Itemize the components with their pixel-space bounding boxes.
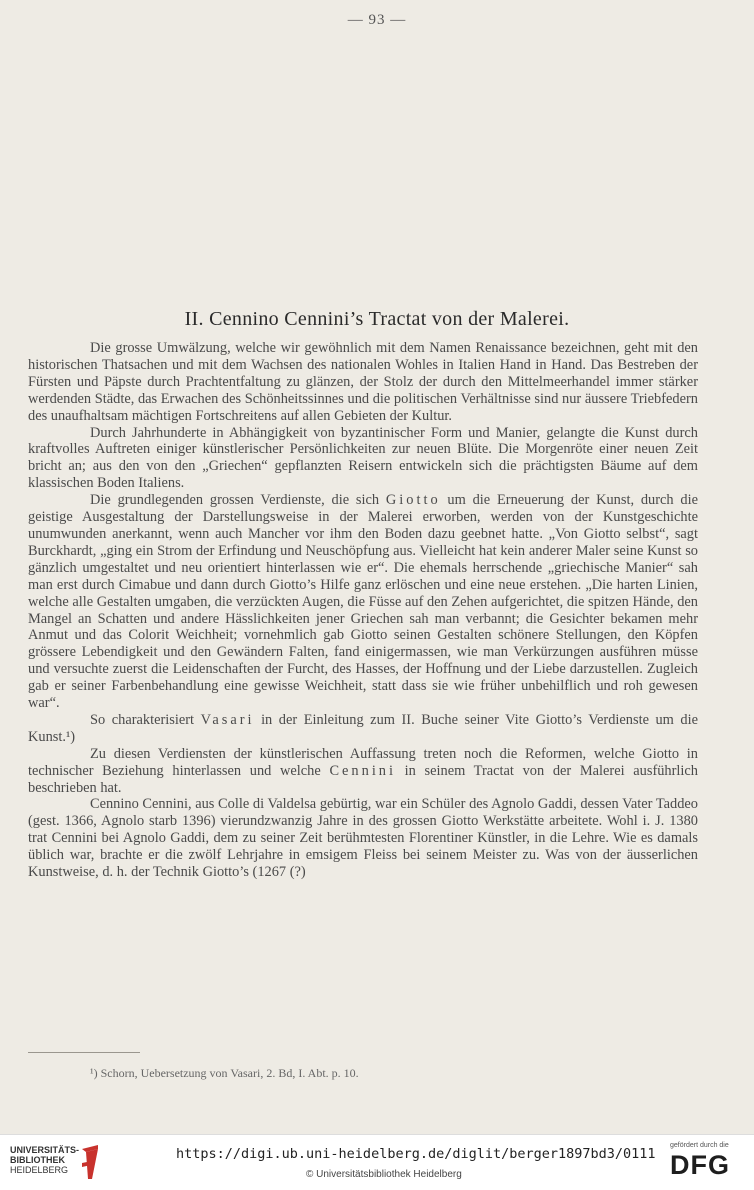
footnote: ¹) Schorn, Uebersetzung von Vasari, 2. Bd, I. Abt. p. 10. [90, 1066, 359, 1080]
text-run: Die grosse Umwälzung, welche wir gewöhnlich mit dem Namen Renaissance bezeichnen, geht mit den historischen Thatsachen und mit dem Wachsen des nationalen Wohles in Italien Hand in Hand. Das Bestreben der Fürsten und Päpste durch Prachtentfaltung zu glänzen, der Stolz der durch den Mittelmeerhandel immer stärker werdenden Städte, das Erwachen des Schönheitssinnes und die politischen Verhältnisse sind nur äussere Triebfedern des unaufhaltsam mächtigen Fortschreitens auf allen Gebieten der Kultur. [28, 340, 698, 424]
spaced-name: Cennini [329, 762, 397, 779]
footnote-divider [28, 1052, 140, 1053]
copyright-notice: © Universitätsbibliothek Heidelberg [306, 1169, 462, 1180]
body-paragraph [28, 746, 698, 797]
library-name-line1: UNIVERSITÄTS- [10, 1145, 80, 1155]
funding-label: gefördert durch die [670, 1142, 729, 1149]
text-run: in seinem Tractat von der Malerei ausführlich beschrieben hat. [28, 762, 699, 796]
library-name-line2: BIBLIOTHEK [10, 1155, 65, 1165]
text-run: Durch Jahrhunderte in Abhängigkeit von byzantinischer Form und Manier, gelangte die Kunst durch kraftvolles Auftreten einiger künstlerischer Persönlichkeiten zur neuen Blüte. Die Morgenröte einer neuen Zeit bricht an; aus den von den „Griechen“ gepflanzten Reisern entwickeln sich die prächtigsten Bäume auf dem klassischen Boden Italiens. [28, 424, 698, 492]
text-run: Die grundlegenden grossen Verdienste, die sich [90, 492, 386, 509]
page-number: — 93 — [347, 12, 407, 28]
chapter-heading: II. Cennino Cennini’s Tractat von der Malerei. [184, 308, 570, 330]
text-run: um die Erneuerung der Kunst, durch die geistige Ausgestaltung der Darstellungsweise in der Malerei erworben, werden von der Kunstgeschichte unumwunden anerkannt, wenn auch Mancher vor ihm den Boden dazu geebnet hatte. „Von Giotto selbst“, sagt Burckhardt, „ging ein Strom der Erfindung und Neuschöpfung aus. Vielleicht hat kein anderer Maler seine Kunst so gänzlich umgestaltet und neu orientiert hinterlassen wie er“. Die ehemals herrschende „griechische Manier“ sah man erst durch Cimabue und dann durch Giotto’s Hilfe ganz erlöschen und eine neue erstehen. „Die harten Linien, welche alle Gestalten umgaben, die verzückten Augen, die Füsse auf den Zehen aufgerichtet, die spitzen Hände, den Mangel an Schatten und andere Hässlichkeiten jener Griechen sah man verbannt; die Gesichter bekamen mehr Anmut und das Colorit Weichheit; vornehmlich gab Giotto seinen Gestalten schönere Stellungen, den Köpfen grössere Lebendigkeit und den Gewändern Falten, fand einigermassen, wie man Verkürzungen ausführen müsse und versuchte zuerst die Leidenschaften der Furcht, des Hasses, der Hoffnung und der Liebe darzustellen. Zugleich gab er seiner Farbenbehandlung eine gewisse Weichheit, statt dass sie wie früher unbehilflich und roh gewesen war“. [28, 492, 698, 712]
spaced-name: Vasari [200, 711, 255, 728]
library-emblem-icon [78, 1143, 104, 1181]
body-paragraph [28, 492, 698, 712]
body-paragraph [28, 340, 698, 425]
text-run: in der Einleitung zum II. Buche seiner Vite Giotto’s Verdienste um die Kunst.¹) [28, 711, 698, 745]
viewer-footer [0, 1134, 754, 1190]
dfg-logo[interactable]: DFG [670, 1150, 730, 1180]
body-text [28, 340, 698, 881]
body-paragraph [28, 796, 698, 881]
text-run: Zu diesen Verdiensten der künstlerischen Auffassung treten noch die Reformen, welche Giotto in technischer Beziehung hinterlassen und welche [28, 745, 698, 779]
library-logo[interactable] [10, 1145, 79, 1175]
library-name-line3: HEIDELBERG [10, 1165, 69, 1175]
spaced-name: Giotto [385, 492, 441, 509]
text-run: So charakterisiert [90, 711, 201, 728]
permalink-url[interactable]: https://digi.ub.uni-heidelberg.de/diglit/berger1897bd3/0111 [176, 1146, 656, 1162]
body-paragraph [28, 425, 698, 493]
body-paragraph [28, 712, 698, 746]
text-run: Cennino Cennini, aus Colle di Valdelsa gebürtig, war ein Schüler des Agnolo Gaddi, dessen Vater Taddeo (gest. 1366, Agnolo starb 1396) vierundzwanzig Jahre in des grossen Giotto Werkstätte arbeitete. Wohl i. J. 1380 trat Cennini bei Agnolo Gaddi, dem zu seiner Zeit berühmtesten Florentiner Künstler, in die Lehre. Wie es damals üblich war, brachte er die zwölf Lehrjahre in emsigem Fleiss bei seinem Meister zu. Was von der äusserlichen Kunstweise, d. h. der Technik Giotto’s (1267 (?) [28, 796, 698, 881]
